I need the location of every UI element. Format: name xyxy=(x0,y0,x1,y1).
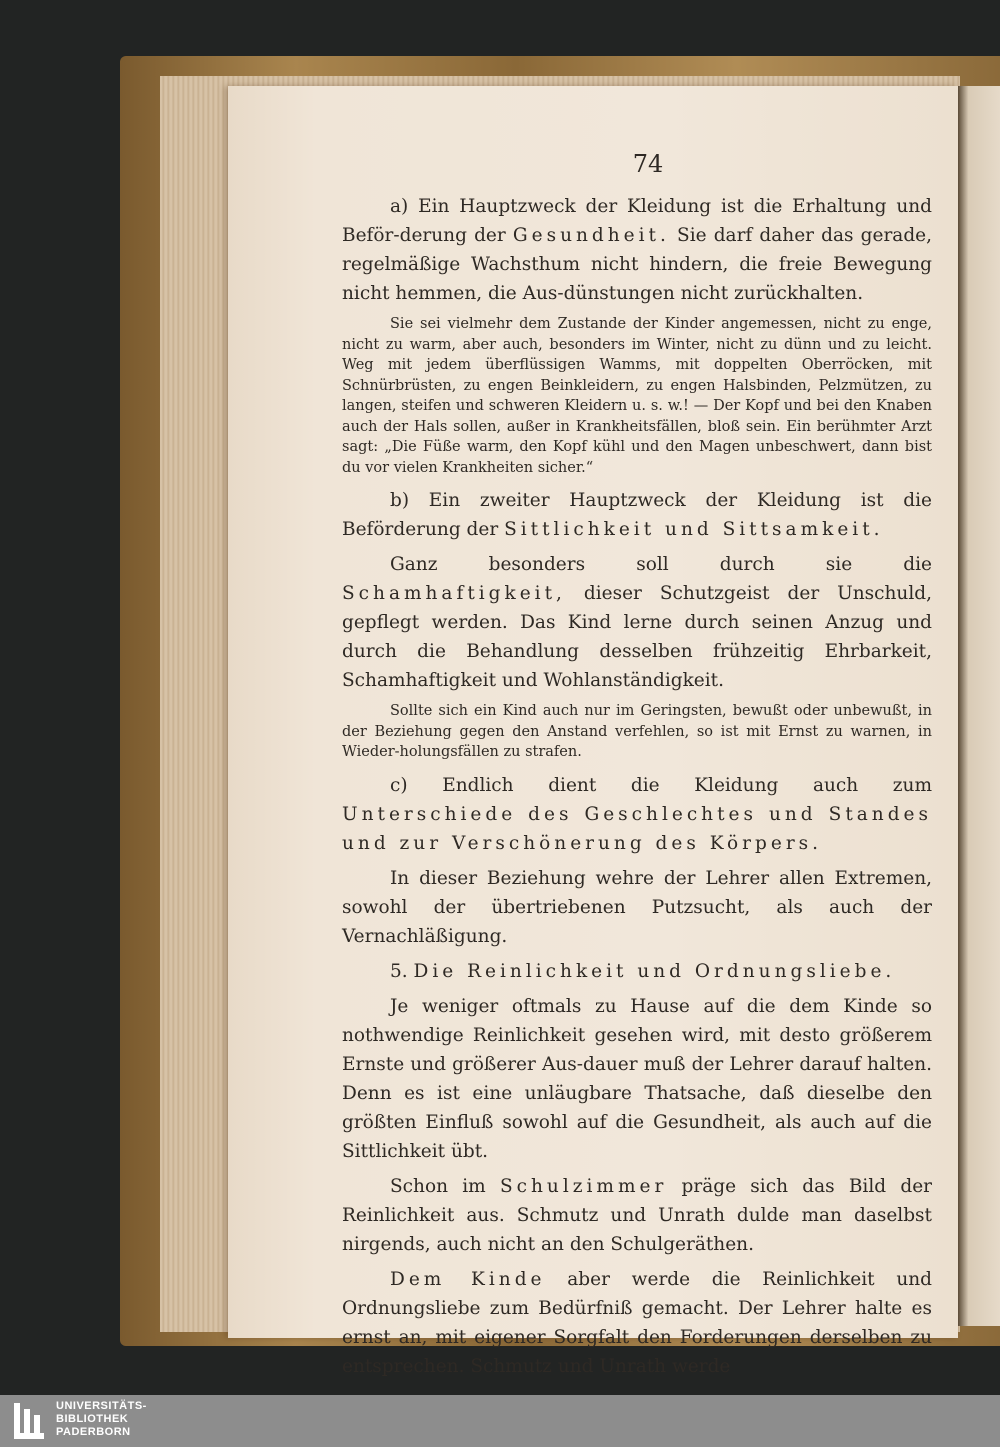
library-logo-icon xyxy=(12,1401,48,1441)
emphasis: Schamhaftigkeit, xyxy=(342,583,566,604)
paragraph-child xyxy=(342,1265,932,1381)
section-heading xyxy=(342,957,932,986)
text: a) Ein Hauptzweck der Kleidung ist die Erhaltung und Beför-derung der xyxy=(342,196,932,246)
library-name-line: BIBLIOTHEK xyxy=(56,1413,129,1425)
text: dieser Schutzgeist der Unschuld, gepflegt werden. Das Kind lerne durch seinen Anzug und durch die Behandlung desselben frühzeitig Ehrbarkeit, Schamhaftigkeit und Wohlanständigkeit. xyxy=(342,583,932,691)
text: aber werde die Reinlichkeit und Ordnungsliebe zum Bedürfniß gemacht. Der Lehrer halte es ernst an, mit eigener Sorgfalt den Forderungen derselben zu entsprechen. Schmutz und Unrath werde xyxy=(342,1268,932,1377)
paragraph-morality xyxy=(342,486,932,544)
page-number: 74 xyxy=(632,150,664,178)
text: c) Endlich dient die Kleidung auch zum xyxy=(390,774,932,796)
text: b) Ein zweiter Hauptzweck der Kleidung ist die Beförderung der xyxy=(342,490,932,540)
page-text xyxy=(342,150,932,1387)
emphasis: Gesundheit. xyxy=(512,225,670,246)
note-modesty: Sollte sich ein Kind auch nur im Geringsten, bewußt oder unbewußt, in der Beziehung gegen den Anstand verfehlen, so ist mit Ernst zu warnen, in Wieder-holungsfällen zu strafen. xyxy=(342,703,932,760)
note-health: Sie sei vielmehr dem Zustande der Kinder angemessen, nicht zu enge, nicht zu warm, aber auch, besonders im Winter, nicht zu dünn und zu leicht. Weg mit jedem überflüssigen Wamms, mit doppelten Oberröcken, mit Schnürbrüsten, zu engen Beinkleidern, zu engen Halsbinden, Pelzmützen, zu langen, steifen und schweren Kleidern u. s. w.! — Der Kopf und bei den Knaben auch der Hals sollen, außer in Krankheitsfällen, bloß sein. Ein berühmter Arzt sagt: „Die Füße warm, den Kopf kühl und den Magen unbeschwert, dann bist du vor vielen Krankheiten sicher.“ xyxy=(342,316,932,476)
emphasis: Unterschiede des Geschlechtes und Standes und zur Verschönerung des Körpers. xyxy=(342,803,932,854)
text: Sie darf daher das gerade, regelmäßige Wachsthum nicht hindern, die freie Bewegung nicht hemmen, die Aus-dünstungen nicht zurückhalten. xyxy=(342,225,932,304)
paragraph-cleanliness: Je weniger oftmals zu Hause auf die dem Kinde so nothwendige Reinlichkeit gesehen wird, mit desto größerem Ernste und größerer Aus-dauer muß der Lehrer darauf halten. Denn es ist eine unläugbare Thatsache, daß dieselbe den größten Einfluß sowohl auf die Gesundheit, als auch auf die Sittlichkeit übt. xyxy=(342,995,932,1162)
library-name-line: UNIVERSITÄTS- xyxy=(56,1400,147,1412)
emphasis: Schulzimmer xyxy=(499,1175,668,1197)
text: präge sich das Bild der Reinlichkeit aus. Schmutz und Unrath dulde man daselbst nirgends, auch nicht an den Schulgeräthen. xyxy=(342,1175,932,1255)
library-footer xyxy=(0,1395,1000,1447)
facing-page-edge xyxy=(958,86,1000,1326)
library-name-line: PADERBORN xyxy=(56,1426,131,1438)
paragraph-distinction xyxy=(342,771,932,858)
library-name xyxy=(56,1400,147,1439)
emphasis: Dem Kinde xyxy=(390,1268,546,1290)
text: Ganz besonders soll durch sie die xyxy=(390,554,932,575)
text: 5. xyxy=(390,960,414,982)
paragraph-extremes: In dieser Beziehung wehre der Lehrer allen Extremen, sowohl der übertriebenen Putzsucht, als auch der Vernachläßigung. xyxy=(342,867,932,947)
emphasis: Die Reinlichkeit und Ordnungsliebe. xyxy=(413,960,896,982)
text: Schon im xyxy=(390,1175,500,1197)
paragraph-schoolroom xyxy=(342,1172,932,1259)
paragraph-health xyxy=(342,192,932,308)
emphasis: Sittlichkeit und Sittsamkeit. xyxy=(504,519,884,540)
paragraph-modesty xyxy=(342,550,932,695)
